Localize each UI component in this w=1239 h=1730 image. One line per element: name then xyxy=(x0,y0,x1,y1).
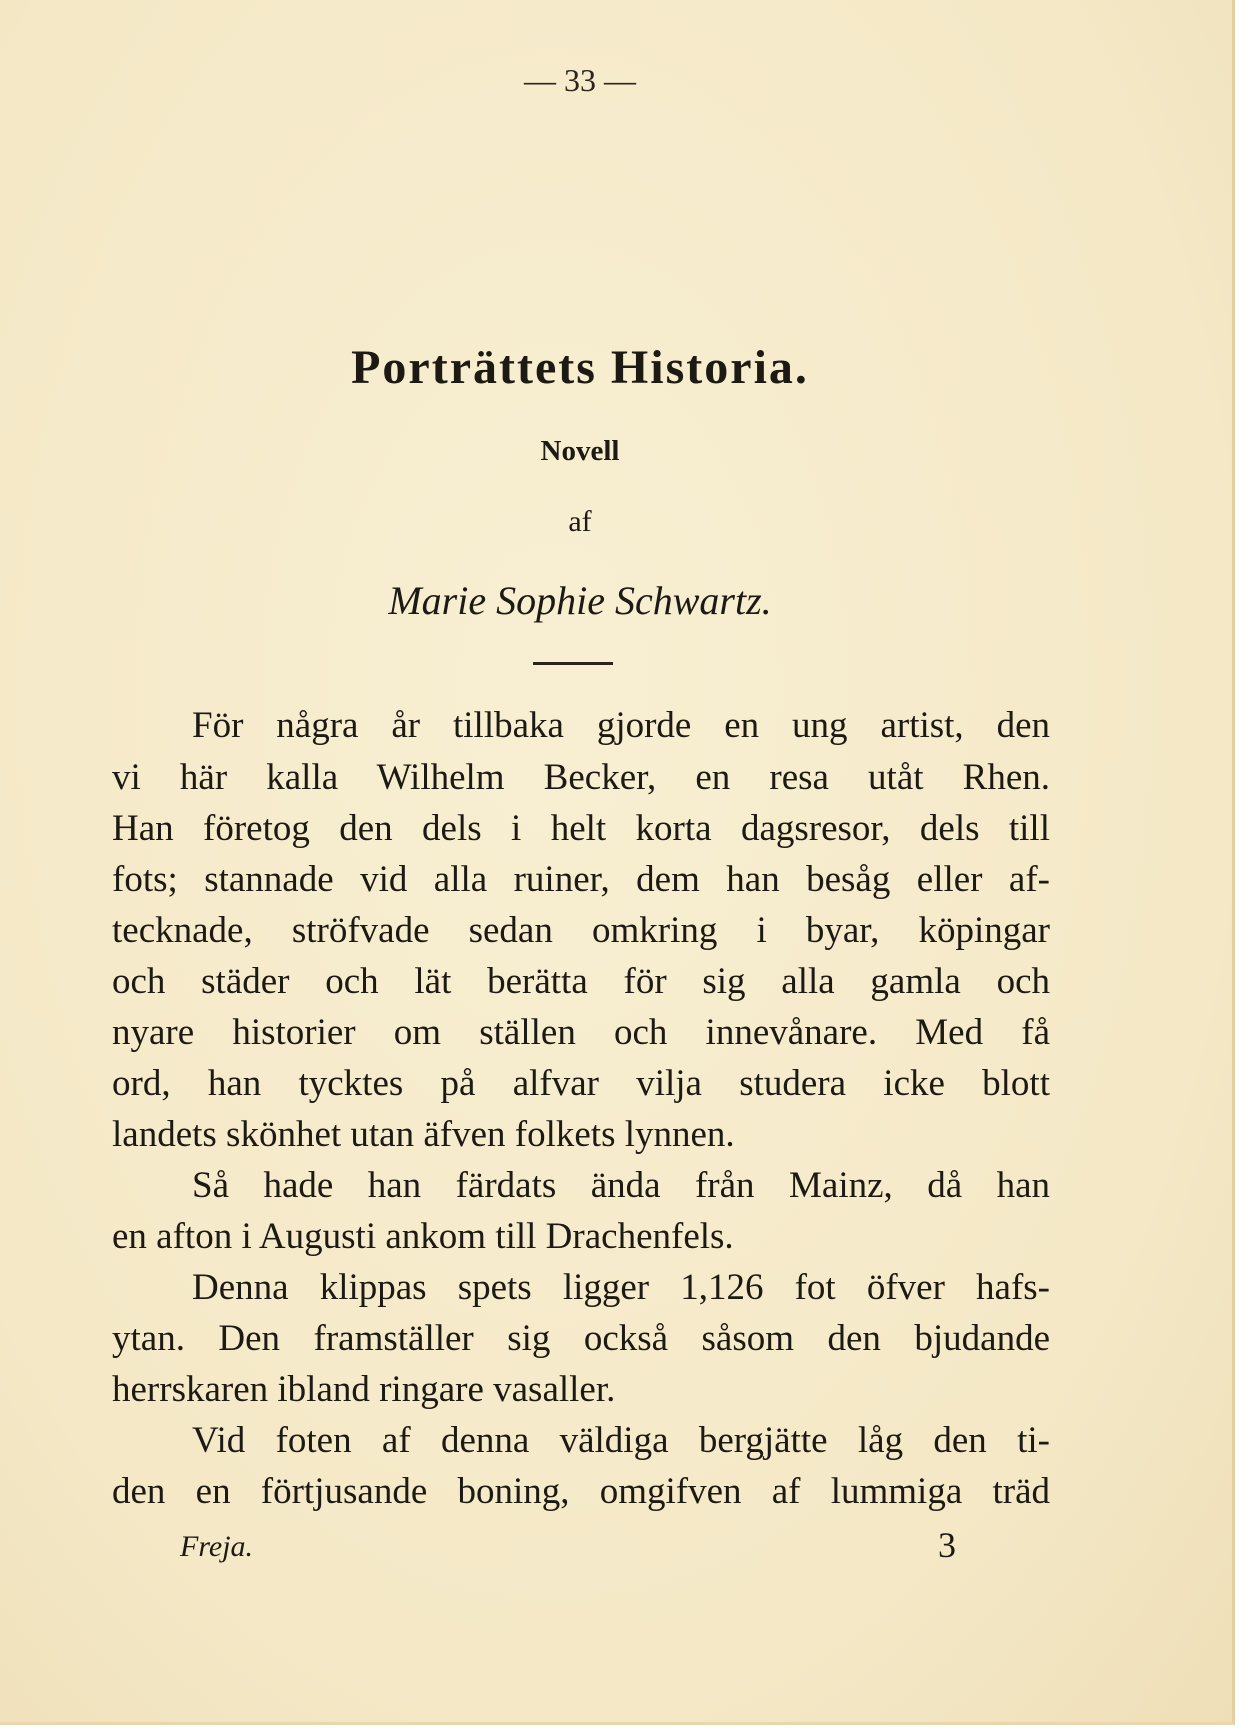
text-line: Så hade han färdats ända från Mainz, då han xyxy=(192,1165,1050,1206)
text-line: fots; stannade vid alla ruiner, dem han besåg eller af- xyxy=(112,859,1050,900)
text-line: tecknade, ströfvade sedan omkring i byar, köpingar xyxy=(112,910,1050,951)
signature-mark: Freja. xyxy=(180,1530,254,1563)
text-line: Vid foten af denna väldiga bergjätte låg den ti- xyxy=(192,1420,1050,1461)
text-line: en afton i Augusti ankom till Drachenfels. xyxy=(112,1216,734,1257)
text-line: och städer och lät berätta för sig alla gamla och xyxy=(112,961,1050,1002)
text-line: ord, han tycktes på alfvar vilja studera icke blott xyxy=(112,1063,1050,1104)
text-line: ytan. Den framställer sig också såsom den bjudande xyxy=(112,1318,1050,1359)
story-title: Porträttets Historia. xyxy=(351,341,809,394)
author-name: Marie Sophie Schwartz. xyxy=(388,578,772,623)
text-line: herrskaren ibland ringare vasaller. xyxy=(112,1369,616,1410)
separator-rule xyxy=(533,662,613,665)
text-line: För några år tillbaka gjorde en ung artist, den xyxy=(192,705,1050,746)
text-line: Han företog den dels i helt korta dagsresor, dels till xyxy=(112,808,1050,849)
sheet-number: 3 xyxy=(938,1525,956,1565)
text-line: den en förtjusande boning, omgifven af lummiga träd xyxy=(112,1471,1050,1512)
genre-label: Novell xyxy=(540,435,620,467)
page-number: — 33 — xyxy=(524,62,636,98)
text-line: landets skönhet utan äfven folkets lynnen. xyxy=(112,1114,735,1155)
text-line: vi här kalla Wilhelm Becker, en resa utåt Rhen. xyxy=(112,757,1050,798)
text-line: Denna klippas spets ligger 1,126 fot öfver hafs- xyxy=(192,1267,1050,1308)
text-line: nyare historier om ställen och innevånare. Med få xyxy=(112,1012,1050,1053)
by-label: af xyxy=(568,505,592,538)
